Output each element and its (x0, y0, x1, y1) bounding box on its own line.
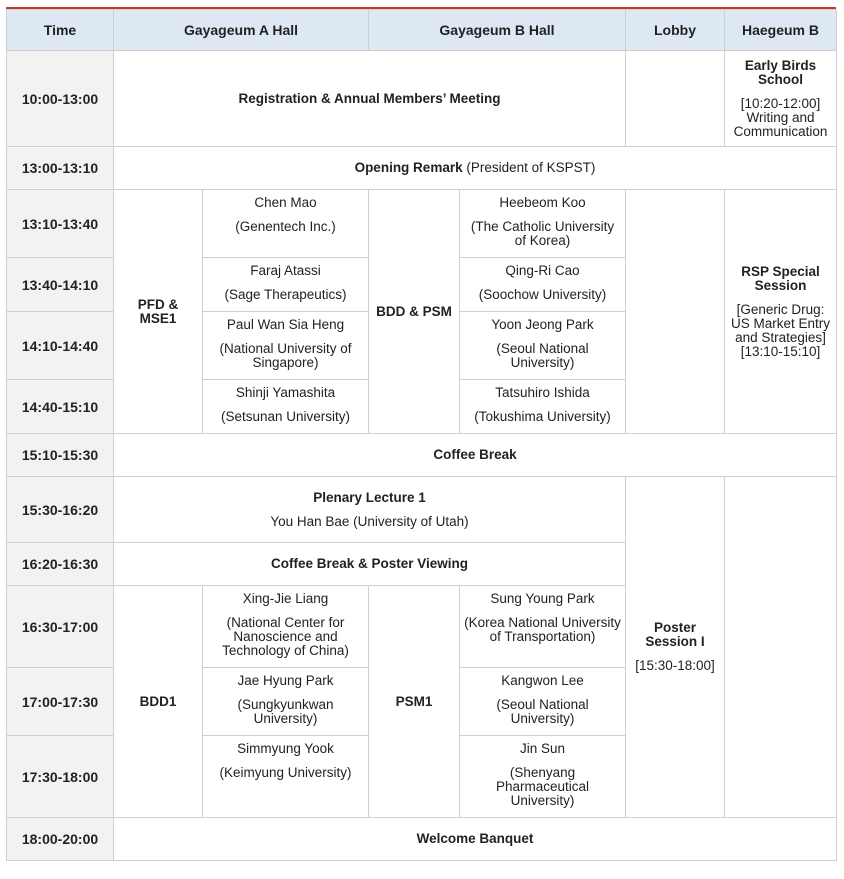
header-hall-b: Gayageum B Hall (369, 10, 626, 51)
speaker-cell (460, 586, 626, 668)
speaker-affiliation: (Tokushima University) (474, 409, 611, 424)
speaker-affiliation: (The Catholic University of Korea) (470, 219, 615, 248)
plenary-title: Plenary Lecture 1 (313, 489, 426, 505)
speaker-affiliation: (Seoul National University) (496, 697, 589, 726)
speaker-affiliation: (Soochow University) (478, 287, 607, 302)
speaker-affiliation: (Sage Therapeutics) (224, 287, 347, 302)
table-row (7, 477, 837, 543)
speaker-name: Chen Mao (254, 195, 317, 210)
opening-title: Opening Remark (354, 160, 463, 175)
rsp-title: RSP Special Session (741, 263, 820, 293)
speaker-cell (460, 668, 626, 736)
time-cell: 15:30-16:20 (7, 477, 114, 543)
table-row (7, 147, 837, 190)
speaker-affiliation: (National Center for Nanoscience and Technology of China) (222, 615, 349, 658)
speaker-name: Qing-Ri Cao (505, 263, 580, 278)
speaker-affiliation: (Korea National University of Transportation) (464, 615, 621, 644)
plenary-speaker: You Han Bae (University of Utah) (270, 513, 469, 529)
coffee-break-cell: Coffee Break (114, 434, 837, 477)
schedule-table (6, 9, 837, 861)
speaker-name: Faraj Atassi (250, 263, 321, 278)
lobby-empty-cell (626, 51, 725, 147)
speaker-cell (203, 586, 369, 668)
banquet-cell: Welcome Banquet (114, 818, 837, 861)
time-cell: 14:40-15:10 (7, 380, 114, 434)
session2-hall-b-label: PSM1 (369, 586, 460, 818)
time-cell: 15:10-15:30 (7, 434, 114, 477)
time-cell: 14:10-14:40 (7, 312, 114, 380)
time-cell: 13:10-13:40 (7, 190, 114, 258)
time-cell: 17:00-17:30 (7, 668, 114, 736)
speaker-name: Paul Wan Sia Heng (226, 317, 345, 332)
table-row (7, 818, 837, 861)
speaker-cell (203, 312, 369, 380)
lobby-empty-cell (626, 190, 725, 434)
early-birds-cell (725, 51, 837, 147)
poster-time: [15:30-18:00] (635, 658, 715, 673)
speaker-cell (460, 190, 626, 258)
table-row (7, 51, 837, 147)
speaker-affiliation: (Keimyung University) (219, 765, 352, 780)
speaker-name: Simmyung Yook (237, 741, 334, 756)
opening-detail: (President of KSPST) (466, 160, 596, 175)
opening-cell (114, 147, 837, 190)
speaker-name: Yoon Jeong Park (491, 317, 594, 332)
coffee-poster-cell: Coffee Break & Poster Viewing (114, 543, 626, 586)
plenary-cell (114, 477, 626, 543)
poster-session-cell (626, 477, 725, 818)
speaker-affiliation: (Shenyang Pharmaceutical University) (495, 765, 590, 808)
speaker-cell (203, 258, 369, 312)
time-cell: 18:00-20:00 (7, 818, 114, 861)
session2-hall-a-label: BDD1 (114, 586, 203, 818)
rsp-time: [13:10-15:10] (740, 343, 821, 359)
poster-title: Poster Session I (645, 620, 705, 649)
speaker-affiliation: (Sungkyunkwan University) (237, 697, 334, 726)
early-birds-time: [10:20-12:00] (740, 95, 821, 111)
table-row (7, 434, 837, 477)
header-time: Time (7, 10, 114, 51)
rsp-session-cell (725, 190, 837, 434)
schedule-container (6, 7, 836, 861)
haegeum-empty-cell (725, 477, 837, 818)
speaker-cell (203, 668, 369, 736)
header-lobby: Lobby (626, 10, 725, 51)
speaker-cell (460, 380, 626, 434)
speaker-name: Sung Young Park (490, 591, 595, 606)
speaker-cell (460, 736, 626, 818)
session1-hall-b-label: BDD & PSM (369, 190, 460, 434)
time-cell: 16:30-17:00 (7, 586, 114, 668)
table-row (7, 190, 837, 258)
registration-cell: Registration & Annual Members’ Meeting (114, 51, 626, 147)
time-cell: 13:00-13:10 (7, 147, 114, 190)
early-birds-topic: Writing and Communication (733, 109, 828, 139)
speaker-affiliation: (National University of Singapore) (219, 341, 352, 370)
speaker-affiliation: (Seoul National University) (496, 341, 589, 370)
time-cell: 10:00-13:00 (7, 51, 114, 147)
speaker-name: Tatsuhiro Ishida (495, 385, 590, 400)
header-hall-a: Gayageum A Hall (114, 10, 369, 51)
time-cell: 13:40-14:10 (7, 258, 114, 312)
speaker-name: Kangwon Lee (501, 673, 584, 688)
speaker-cell (203, 380, 369, 434)
speaker-name: Jae Hyung Park (237, 673, 334, 688)
speaker-name: Jin Sun (519, 741, 566, 756)
rsp-topic: [Generic Drug: US Market Entry and Strategies] (730, 301, 831, 345)
speaker-cell (460, 312, 626, 380)
session1-hall-a-label: PFD & MSE1 (114, 190, 203, 434)
header-row (7, 10, 837, 51)
time-cell: 17:30-18:00 (7, 736, 114, 818)
speaker-name: Shinji Yamashita (235, 385, 336, 400)
speaker-name: Heebeom Koo (499, 195, 586, 210)
speaker-name: Xing-Jie Liang (242, 591, 329, 606)
speaker-cell (203, 190, 369, 258)
speaker-affiliation: (Genentech Inc.) (235, 219, 336, 234)
speaker-cell (460, 258, 626, 312)
early-birds-title: Early Birds School (744, 57, 817, 87)
speaker-affiliation: (Setsunan University) (220, 409, 351, 424)
header-haegeum: Haegeum B (725, 10, 837, 51)
speaker-cell (203, 736, 369, 818)
time-cell: 16:20-16:30 (7, 543, 114, 586)
